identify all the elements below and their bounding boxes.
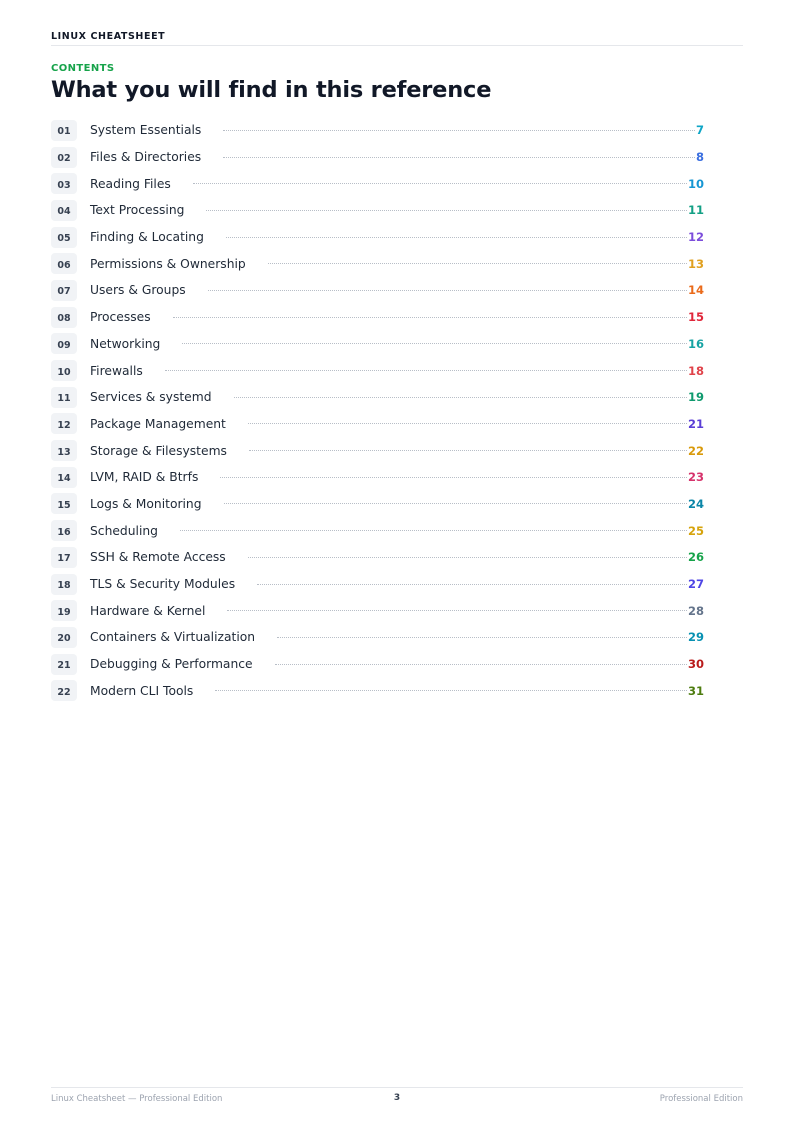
toc-entry-label: Users & Groups bbox=[90, 283, 186, 298]
header-title: LINUX CHEATSHEET bbox=[51, 31, 166, 42]
toc-entry[interactable] bbox=[51, 677, 704, 704]
toc-entry-label: Processes bbox=[90, 310, 151, 325]
dotted-leader bbox=[220, 477, 687, 478]
dotted-leader bbox=[226, 237, 687, 238]
toc-entry-number: 22 bbox=[51, 680, 77, 701]
toc-entry-page-number: 13 bbox=[687, 256, 704, 271]
toc-entry-label: Package Management bbox=[90, 416, 226, 431]
toc-entry-number: 19 bbox=[51, 600, 77, 621]
toc-entry-label: TLS & Security Modules bbox=[90, 577, 236, 592]
toc-entry[interactable] bbox=[51, 144, 704, 171]
toc-entry-label: Reading Files bbox=[90, 176, 171, 191]
toc-entry-label: Permissions & Ownership bbox=[90, 256, 246, 271]
footer-edition: Professional Edition bbox=[659, 1094, 743, 1104]
toc-entry-label: Scheduling bbox=[90, 523, 158, 538]
page-footer bbox=[51, 1087, 743, 1108]
toc-entry-label: Hardware & Kernel bbox=[90, 603, 206, 618]
page-title: What you will find in this reference bbox=[51, 77, 492, 103]
toc-entry-number: 04 bbox=[51, 200, 77, 221]
toc-entry-page-number: 28 bbox=[687, 603, 704, 618]
toc-entry-label: Networking bbox=[90, 336, 161, 351]
dotted-leader bbox=[206, 210, 687, 211]
toc-entry[interactable] bbox=[51, 304, 704, 331]
toc-entry[interactable] bbox=[51, 597, 704, 624]
toc-entry-label: Files & Directories bbox=[90, 150, 202, 165]
toc-entry[interactable] bbox=[51, 197, 704, 224]
dotted-leader bbox=[180, 530, 687, 531]
toc-entry-number: 15 bbox=[51, 493, 77, 514]
toc-entry[interactable] bbox=[51, 544, 704, 571]
toc-entry-page-number: 23 bbox=[687, 470, 704, 485]
toc-entry[interactable] bbox=[51, 224, 704, 251]
toc-entry-label: LVM, RAID & Btrfs bbox=[90, 470, 199, 485]
toc-entry-number: 12 bbox=[51, 413, 77, 434]
toc-entry-page-number: 21 bbox=[687, 416, 704, 431]
toc-entry-page-number: 16 bbox=[687, 336, 704, 351]
toc-entry[interactable] bbox=[51, 624, 704, 651]
toc-entry[interactable] bbox=[51, 464, 704, 491]
toc-entry-number: 03 bbox=[51, 173, 77, 194]
toc-entry[interactable] bbox=[51, 277, 704, 304]
toc-entry-number: 07 bbox=[51, 280, 77, 301]
dotted-leader bbox=[173, 317, 687, 318]
toc-entry-page-number: 11 bbox=[687, 203, 704, 218]
toc-entry-number: 20 bbox=[51, 627, 77, 648]
toc-entry-number: 21 bbox=[51, 654, 77, 675]
toc-entry[interactable] bbox=[51, 331, 704, 358]
dotted-leader bbox=[165, 370, 687, 371]
dotted-leader bbox=[268, 263, 687, 264]
toc-entry-page-number: 30 bbox=[687, 657, 704, 672]
dotted-leader bbox=[275, 664, 687, 665]
dotted-leader bbox=[249, 450, 687, 451]
toc-entry[interactable] bbox=[51, 170, 704, 197]
dotted-leader bbox=[223, 157, 695, 158]
toc-entry[interactable] bbox=[51, 357, 704, 384]
toc-entry-label: Modern CLI Tools bbox=[90, 683, 194, 698]
section-eyebrow: CONTENTS bbox=[51, 63, 115, 74]
toc-entry[interactable] bbox=[51, 571, 704, 598]
toc-entry-number: 06 bbox=[51, 253, 77, 274]
toc-entry[interactable] bbox=[51, 651, 704, 678]
dotted-leader bbox=[215, 690, 687, 691]
toc-entry-page-number: 24 bbox=[687, 496, 704, 511]
toc-entry-label: Logs & Monitoring bbox=[90, 496, 202, 511]
toc-entry-page-number: 12 bbox=[687, 230, 704, 245]
toc-entry[interactable] bbox=[51, 117, 704, 144]
toc-entry-label: Debugging & Performance bbox=[90, 657, 253, 672]
dotted-leader bbox=[224, 503, 687, 504]
toc-entry-label: Finding & Locating bbox=[90, 230, 204, 245]
toc-entry-label: Containers & Virtualization bbox=[90, 630, 256, 645]
footer-doc-title: Linux Cheatsheet — Professional Edition bbox=[51, 1094, 223, 1104]
toc-entry-page-number: 14 bbox=[687, 283, 704, 298]
toc-entry-number: 18 bbox=[51, 574, 77, 595]
dotted-leader bbox=[208, 290, 687, 291]
toc-entry-page-number: 18 bbox=[687, 363, 704, 378]
toc-entry-page-number: 19 bbox=[687, 390, 704, 405]
toc-entry[interactable] bbox=[51, 250, 704, 277]
toc-entry-number: 02 bbox=[51, 147, 77, 168]
toc-entry[interactable] bbox=[51, 437, 704, 464]
dotted-leader bbox=[248, 557, 687, 558]
toc-entry-page-number: 7 bbox=[695, 123, 704, 138]
toc-entry-label: Text Processing bbox=[90, 203, 185, 218]
dotted-leader bbox=[182, 343, 687, 344]
dotted-leader bbox=[227, 610, 687, 611]
toc-entry-label: SSH & Remote Access bbox=[90, 550, 226, 565]
toc-entry-number: 11 bbox=[51, 387, 77, 408]
toc-entry-number: 14 bbox=[51, 467, 77, 488]
toc-entry-label: Storage & Filesystems bbox=[90, 443, 227, 458]
toc-entry[interactable] bbox=[51, 411, 704, 438]
toc-entry[interactable] bbox=[51, 384, 704, 411]
dotted-leader bbox=[223, 130, 695, 131]
toc-entry-page-number: 27 bbox=[687, 577, 704, 592]
toc-entry-number: 05 bbox=[51, 227, 77, 248]
toc-entry-number: 08 bbox=[51, 307, 77, 328]
toc-entry-page-number: 26 bbox=[687, 550, 704, 565]
toc-entry-number: 16 bbox=[51, 520, 77, 541]
footer-page-number: 3 bbox=[393, 1093, 401, 1103]
toc-entry-number: 13 bbox=[51, 440, 77, 461]
toc-entry-page-number: 29 bbox=[687, 630, 704, 645]
toc-entry-page-number: 22 bbox=[687, 443, 704, 458]
toc-entry-number: 09 bbox=[51, 333, 77, 354]
toc-entry-page-number: 25 bbox=[687, 523, 704, 538]
page-header bbox=[51, 30, 743, 46]
toc-entry-page-number: 15 bbox=[687, 310, 704, 325]
dotted-leader bbox=[277, 637, 687, 638]
toc-entry[interactable] bbox=[51, 517, 704, 544]
toc-entry-page-number: 10 bbox=[687, 176, 704, 191]
table-of-contents bbox=[51, 117, 704, 704]
toc-entry-number: 10 bbox=[51, 360, 77, 381]
dotted-leader bbox=[234, 397, 687, 398]
dotted-leader bbox=[257, 584, 687, 585]
toc-entry-label: System Essentials bbox=[90, 123, 202, 138]
toc-entry-number: 01 bbox=[51, 120, 77, 141]
toc-entry-label: Firewalls bbox=[90, 363, 143, 378]
toc-entry-label: Services & systemd bbox=[90, 390, 212, 405]
toc-entry-number: 17 bbox=[51, 547, 77, 568]
toc-entry[interactable] bbox=[51, 491, 704, 518]
toc-entry-page-number: 8 bbox=[695, 150, 704, 165]
dotted-leader bbox=[248, 423, 687, 424]
toc-entry-page-number: 31 bbox=[687, 683, 704, 698]
dotted-leader bbox=[193, 183, 687, 184]
